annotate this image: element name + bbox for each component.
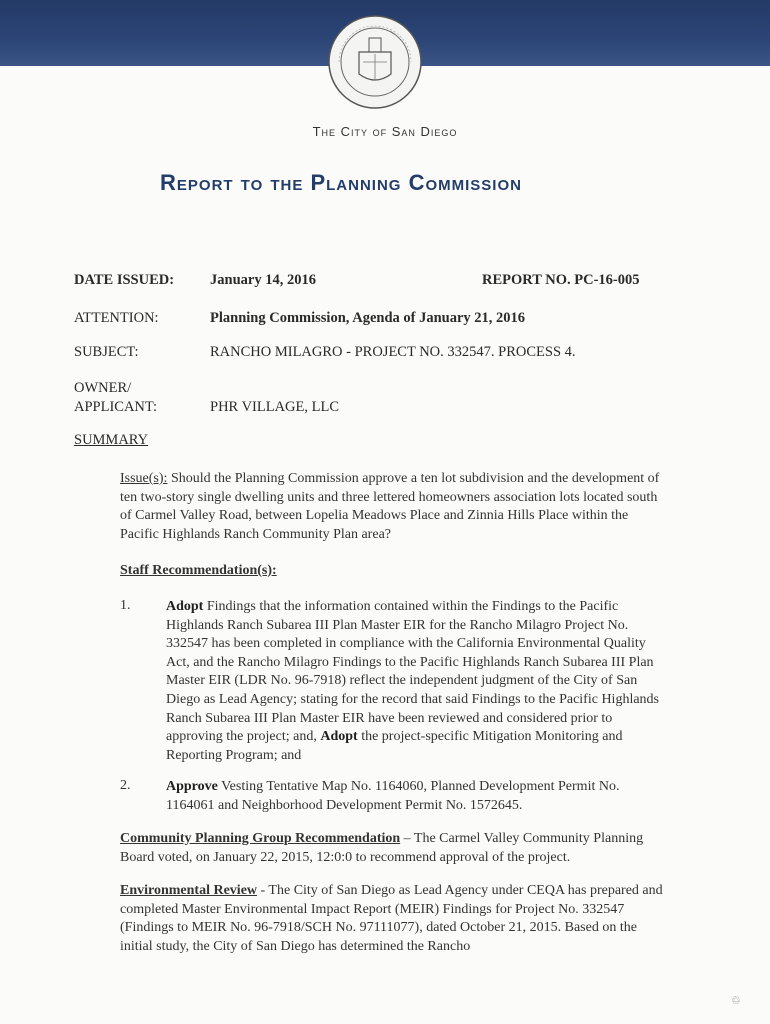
rec1-adopt2: Adopt [320,729,358,745]
city-seal-icon [325,12,425,112]
rec2-paragraph [166,778,664,815]
environmental-review-paragraph [120,882,668,956]
owner-value: PHR VILLAGE, LLC [210,399,340,415]
issue-label: Issue(s): [120,471,168,486]
community-planning-paragraph [120,830,672,867]
attention-value: Planning Commission, Agenda of January 21, 2016 [210,310,526,326]
environmental-review-text: - The City of San Diego as Lead Agency under CEQA has prepared and completed Master Environmental Impact Report (MEIR) Findings for Project No. 332547 (Findings to MEIR No. 96-7918/SCH No. 97111077), dated October 21, 2015. Based on the initial study, the City of San Diego has determined the Rancho [120,883,663,954]
issue-text: Should the Planning Commission approve a ten lot subdivision and the development of ten two-story single dwelling units and three lettered homeowners association lots located south of Carmel Valley Road, between Lopelia Meadows Place and Zinnia Hills Place within the Pacific Highlands Ranch Community Plan area? [120,471,660,542]
report-title: Report to the Planning Commission [160,170,522,195]
report-number: REPORT NO. PC-16-005 [482,272,640,288]
summary-heading: SUMMARY [74,432,149,448]
rec2-text: Vesting Tentative Map No. 1164060, Planned Development Permit No. 1164061 and Neighborhood Development Permit No. 1572645. [166,779,620,813]
applicant-label: APPLICANT: [74,399,158,415]
recycle-icon: ♲ [731,995,741,1007]
date-issued-value: January 14, 2016 [210,272,316,288]
community-planning-label: Community Planning Group Recommendation [120,831,401,846]
rec2-approve: Approve [166,779,218,794]
city-name: The City of San Diego [312,124,458,139]
subject-label: SUBJECT: [74,344,139,360]
community-planning-text: – The Carmel Valley Community Planning Board voted, on January 22, 2015, 12:0:0 to recommend approval of the project. [120,831,644,865]
rec1-adopt: Adopt [166,599,204,614]
rec1-paragraph [166,598,664,765]
environmental-review-label: Environmental Review [120,883,258,898]
staff-recommendation-label: Staff Recommendation(s): [120,563,277,578]
date-issued-label: DATE ISSUED: [74,272,175,288]
owner-label: OWNER/ [74,380,132,396]
staff-recommendation-heading [120,562,277,581]
rec1-text-a: Findings that the information contained within the Findings to the Pacific Highlands Ranch Subarea III Plan Master EIR for the Rancho Milagro Project No. 332547 has been completed in compliance with the California Environmental Quality Act, and the Rancho Milagro Findings to the Pacific Highlands Ranch Subarea III Plan Master EIR (LDR No. 96-7918) reflect the independent judgment of the City of San Diego as Lead Agency; stating for the record that said Findings to the Pacific Highlands Ranch Subarea III Plan Master EIR have been reviewed and considered prior to approving the project; and, [166,599,659,745]
attention-label: ATTENTION: [74,310,159,326]
rec2-number: 2. [120,778,131,793]
subject-value: RANCHO MILAGRO - PROJECT NO. 332547. PROCESS 4. [210,344,576,360]
issue-paragraph [120,470,660,544]
rec1-text-b: the project-specific Mitigation Monitoring and Reporting Program; and [166,729,623,763]
rec1-number: 1. [120,598,131,613]
